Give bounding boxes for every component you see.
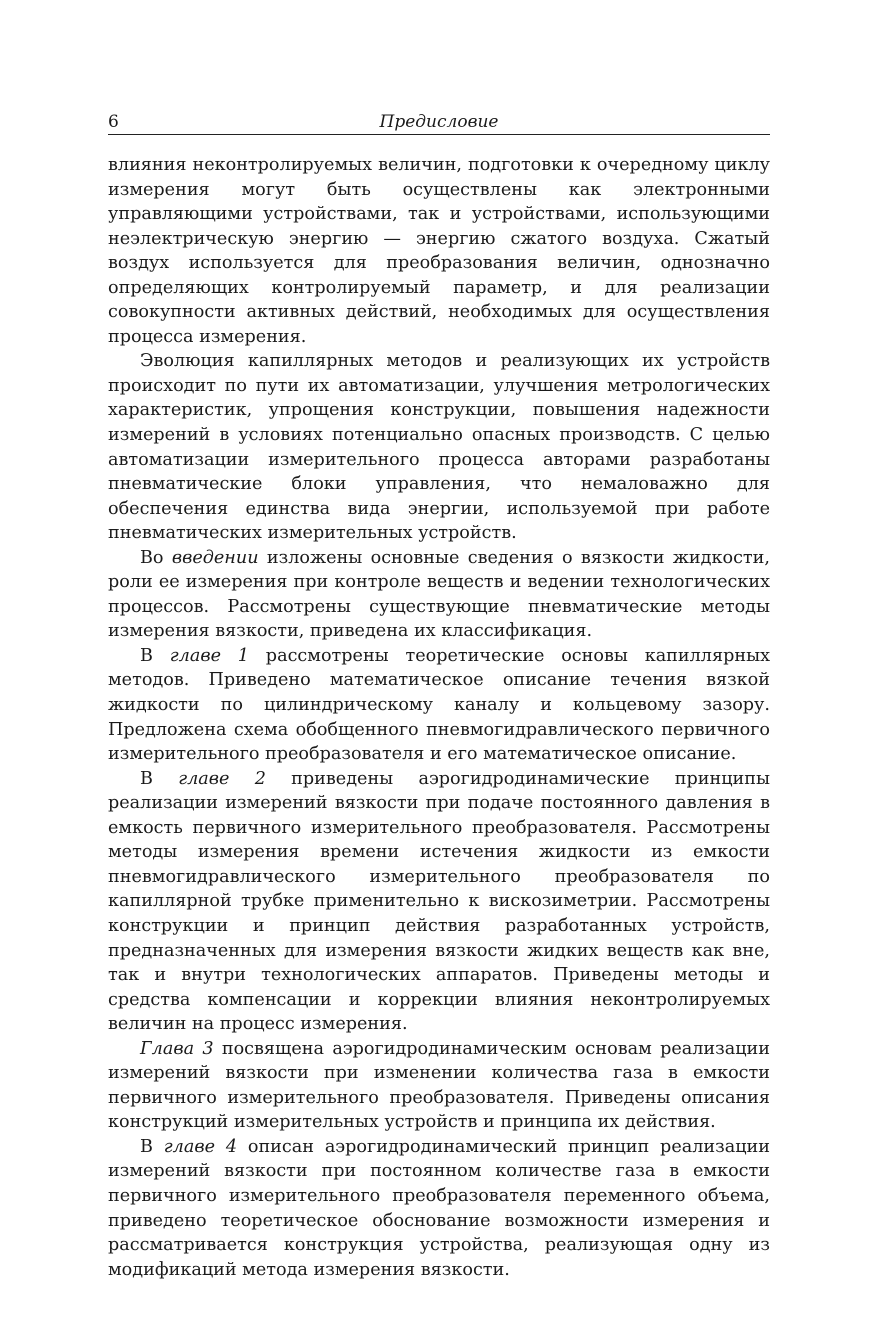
emphasis-chapter-2: главе 2	[178, 768, 266, 789]
paragraph-4: В главе 1 рассмотрены теоретические основы капиллярных методов. Приведено математическое описание течения вязкой жидкости по цилиндрическому каналу и кольцевому зазору. Предложена схема обобщенного пневмогидравлического первичного измерительного преобразователя и его математическое описание.	[108, 645, 770, 765]
running-title: Предисловие	[379, 112, 499, 132]
paragraph-7: В главе 4 описан аэрогидродинамический принцип реализации измерений вязкости при постоянном количестве газа в емкости первичного измерительного преобразователя переменного объема, приведено теоретическое обоснование возможности измерения и рассматривается конструкция устройства, реализующая одну из модификаций метода измерения вязкости.	[108, 1136, 770, 1280]
paragraph-2: Эволюция капиллярных методов и реализующих их устройств происходит по пути их автоматизации, улучшения метрологических характеристик, упрощения конструкции, повышения надежности измерений в условиях потенциально опасных производств. С целью автоматизации измерительного процесса авторами разработаны пневматические блоки управления, что немаловажно для обеспечения единства вида энергии, используемой при работе пневматических измерительных устройств.	[108, 351, 770, 544]
emphasis-chapter-4: главе 4	[163, 1136, 238, 1157]
emphasis-chapter-1: главе 1	[169, 645, 249, 666]
page-number: 6	[108, 112, 119, 132]
page-header	[108, 110, 770, 135]
paragraph-6: Глава 3 посвящена аэрогидродинамическим основам реализации измерений вязкости при изменении количества газа в емкости первичного измерительного преобразователя. Приведены описания конструкций измерительных устройств и принципа их действия.	[108, 1038, 770, 1133]
paragraph-3: Во введении изложены основные сведения о вязкости жидкости, роли ее измерения при контроле веществ и ведении технологических процессов. Рассмотрены существующие пневматические методы измерения вязкости, приведена их классификация.	[108, 547, 770, 642]
emphasis-introduction: введении	[171, 547, 259, 568]
paragraph-5: В главе 2 приведены аэрогидродинамические принципы реализации измерений вязкости при подаче постоянного давления в емкость первичного измерительного преобразователя. Рассмотрены методы измерения времени истечения жидкости из емкости пневмогидравлического измерительного преобразователя по капиллярной трубке применительно к вискозиметрии. Рассмотрены конструкции и принцип действия разработанных устройств, предназначенных для измерения вязкости жидких веществ как вне, так и внутри технологических аппаратов. Приведены методы и средства компенсации и коррекции влияния неконтролируемых величин на процесс измерения.	[108, 768, 770, 1035]
body-text	[108, 153, 770, 1282]
paragraph-1: влияния неконтролируемых величин, подготовки к очередному циклу измерения могут быть осуществлены как электронными управляющими устройствами, так и устройствами, использующими неэлектрическую энергию — энергию сжатого воздуха. Сжатый воздух используется для преобразования величин, однозначно определяющих контролируемый параметр, и для реализации совокупности активных действий, необходимых для осуществления процесса измерения.	[108, 155, 770, 347]
emphasis-chapter-3: Глава 3	[140, 1038, 214, 1059]
